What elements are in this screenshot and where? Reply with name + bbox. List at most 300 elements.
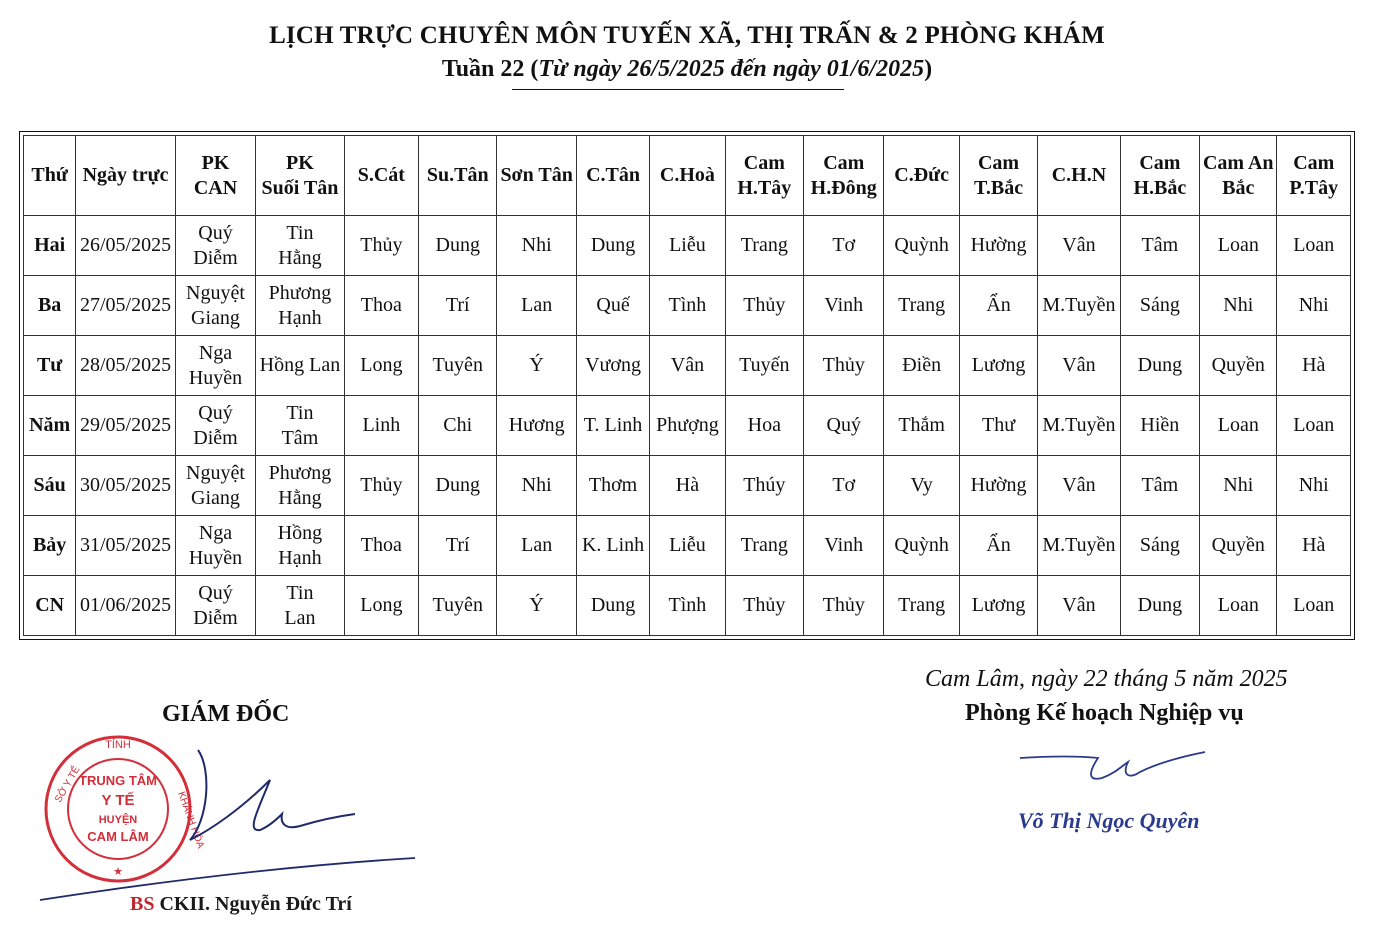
stamp-line-2: Y TẾ — [101, 792, 135, 809]
cell-line: Ngày trực — [82, 164, 169, 186]
cell-line: Tin — [286, 401, 314, 424]
stamp-line-4: CAM LÂM — [87, 829, 149, 844]
svg-text:KHÁNH HÒA: KHÁNH HÒA — [175, 790, 206, 850]
cell-line: 30/05/2025 — [79, 474, 172, 496]
cell-line: Nguyệt — [186, 461, 245, 484]
date-cell — [76, 336, 176, 396]
cell-line: Loan — [1217, 414, 1259, 436]
cell-line: Tuyên — [432, 354, 483, 376]
page-title: LỊCH TRỰC CHUYÊN MÔN TUYẾN XÃ, THỊ TRẤN & 2 PHÒNG KHÁM — [269, 22, 1105, 49]
table-row — [24, 336, 1351, 396]
cell-line: PK — [286, 151, 314, 174]
cell-line: Ý — [529, 354, 544, 376]
staff-cell — [419, 336, 497, 396]
staff-cell — [725, 336, 803, 396]
cell-line: Cam — [1293, 151, 1335, 174]
staff-cell — [175, 516, 255, 576]
cell-line: Thủy — [360, 474, 403, 496]
cell-line: Phượng — [656, 414, 719, 436]
column-header — [497, 136, 576, 216]
cell-line: Quỳnh — [894, 534, 949, 556]
table-row — [24, 516, 1351, 576]
cell-line: Hai — [34, 234, 66, 256]
staff-cell — [1120, 216, 1199, 276]
cell-line: Sáng — [1139, 294, 1180, 316]
cell-line: Liễu — [669, 534, 706, 556]
cell-line: Tư — [36, 354, 63, 376]
week-label: Tuần 22 — [441, 56, 525, 82]
staff-cell — [1277, 576, 1351, 636]
cell-line: CAN — [193, 176, 238, 199]
staff-cell — [884, 336, 959, 396]
staff-cell — [959, 276, 1037, 336]
staff-cell — [1277, 456, 1351, 516]
cell-line: Trí — [445, 534, 470, 556]
cell-line: Vân — [1062, 354, 1096, 376]
staff-cell — [256, 216, 344, 276]
staff-cell — [725, 456, 803, 516]
cell-line: Nhi — [1223, 474, 1254, 496]
staff-cell — [344, 336, 418, 396]
cell-line: Nhi — [1223, 294, 1254, 316]
day-cell — [24, 336, 76, 396]
column-header — [1038, 136, 1120, 216]
column-header — [884, 136, 959, 216]
staff-cell — [725, 576, 803, 636]
staff-cell — [1200, 336, 1277, 396]
cell-line: Diễm — [193, 426, 238, 449]
date-cell — [76, 576, 176, 636]
staff-cell — [650, 516, 725, 576]
staff-cell — [804, 396, 884, 456]
staff-cell — [344, 276, 418, 336]
cell-line: Phương — [268, 461, 332, 484]
table-body — [24, 216, 1351, 636]
staff-cell — [419, 216, 497, 276]
cell-line: Sáu — [33, 474, 66, 496]
cell-line: Hương — [508, 414, 565, 436]
cell-line: Vân — [1062, 234, 1096, 256]
cell-line: Thoa — [360, 294, 402, 316]
staff-cell — [419, 396, 497, 456]
cell-line: Tình — [668, 594, 707, 616]
signer-director-fullname: CKII. Nguyễn Đức Trí — [159, 893, 352, 915]
cell-line: Quyền — [1211, 354, 1265, 376]
stamp-line-1: TRUNG TÂM — [79, 773, 157, 788]
director-title: GIÁM ĐỐC — [162, 701, 290, 727]
cell-line: Tuyên — [432, 594, 483, 616]
staff-cell — [419, 276, 497, 336]
staff-cell — [804, 516, 884, 576]
cell-line: K. Linh — [581, 534, 645, 556]
cell-line: M.Tuyền — [1042, 534, 1116, 556]
cell-line: Thủy — [822, 354, 865, 376]
cell-line: CN — [35, 594, 65, 616]
signer-director-prefix: BS — [130, 893, 155, 915]
cell-line: Cam — [743, 151, 785, 174]
staff-cell — [497, 396, 576, 456]
staff-cell — [650, 216, 725, 276]
cell-line: Thơm — [588, 474, 638, 496]
cell-line: Lan — [284, 606, 316, 629]
cell-line: Thủy — [743, 594, 786, 616]
staff-cell — [1120, 396, 1199, 456]
cell-line: Lương — [971, 354, 1026, 376]
staff-cell — [419, 516, 497, 576]
cell-line: Giang — [191, 306, 240, 329]
staff-cell — [1038, 216, 1120, 276]
staff-cell — [1120, 576, 1199, 636]
staff-cell — [1200, 576, 1277, 636]
cell-line: Hà — [1302, 534, 1326, 556]
staff-cell — [959, 456, 1037, 516]
cell-line: Thư — [982, 414, 1016, 436]
staff-cell — [1200, 216, 1277, 276]
staff-cell — [419, 456, 497, 516]
cell-line: Quỳnh — [894, 234, 949, 256]
cell-line: Loan — [1293, 594, 1335, 616]
column-header — [1120, 136, 1199, 216]
staff-cell — [1200, 456, 1277, 516]
table-row — [24, 456, 1351, 516]
cell-line: Dung — [590, 234, 636, 256]
cell-line: Vinh — [824, 294, 864, 316]
cell-line: Sáng — [1139, 534, 1180, 556]
cell-line: Dung — [435, 234, 480, 256]
cell-line: Trang — [740, 234, 788, 256]
staff-cell — [1120, 276, 1199, 336]
staff-cell — [256, 456, 344, 516]
cell-line: Cam — [1139, 151, 1181, 174]
staff-cell — [1277, 336, 1351, 396]
cell-line: Loan — [1293, 414, 1335, 436]
cell-line: Linh — [362, 414, 401, 436]
cell-line: H.Tây — [737, 176, 792, 199]
staff-cell — [1038, 396, 1120, 456]
cell-line: Thủy — [743, 294, 786, 316]
staff-cell — [497, 516, 576, 576]
cell-line: Tình — [668, 294, 707, 316]
staff-cell — [344, 216, 418, 276]
staff-cell — [497, 576, 576, 636]
staff-cell — [576, 336, 649, 396]
cell-line: Cam An — [1202, 151, 1274, 174]
staff-cell — [804, 336, 884, 396]
date-cell — [76, 276, 176, 336]
cell-line: Quý — [198, 581, 233, 604]
staff-cell — [175, 276, 255, 336]
cell-line: Ba — [37, 294, 62, 316]
staff-cell — [1038, 336, 1120, 396]
cell-line: Ẩn — [986, 534, 1011, 556]
cell-line: Quế — [596, 294, 630, 316]
cell-line: Su.Tân — [426, 164, 489, 186]
subtitle-underline — [512, 89, 844, 90]
staff-cell — [497, 456, 576, 516]
cell-line: Chi — [443, 414, 473, 436]
cell-line: Dung — [590, 594, 636, 616]
close-paren: ) — [924, 56, 933, 82]
cell-line: M.Tuyền — [1042, 294, 1116, 316]
cell-line: Quý — [198, 221, 233, 244]
staff-cell — [1038, 456, 1120, 516]
staff-cell — [884, 516, 959, 576]
column-header — [419, 136, 497, 216]
staff-cell — [959, 516, 1037, 576]
cell-line: Huyền — [188, 546, 243, 569]
day-cell — [24, 216, 76, 276]
staff-cell — [1200, 396, 1277, 456]
staff-cell — [1120, 456, 1199, 516]
stamp-line-3: HUYỆN — [98, 814, 138, 826]
cell-line: Trang — [898, 294, 946, 316]
staff-cell — [1277, 396, 1351, 456]
staff-cell — [576, 456, 649, 516]
cell-line: Thủy — [360, 234, 403, 256]
cell-line: Thoa — [360, 534, 402, 556]
staff-cell — [1120, 336, 1199, 396]
cell-line: Long — [360, 354, 403, 376]
staff-cell — [884, 216, 959, 276]
staff-cell — [497, 276, 576, 336]
staff-cell — [175, 576, 255, 636]
staff-cell — [1120, 516, 1199, 576]
cell-line: P.Tây — [1289, 176, 1339, 199]
cell-line: Thủy — [822, 594, 865, 616]
cell-line: Dung — [1137, 354, 1183, 376]
cell-line: Tâm — [1141, 234, 1179, 256]
department-signature — [1010, 740, 1210, 800]
staff-cell — [576, 396, 649, 456]
cell-line: Cam — [977, 151, 1020, 174]
staff-cell — [497, 336, 576, 396]
cell-line: Giang — [191, 486, 240, 509]
staff-cell — [1038, 576, 1120, 636]
cell-line: Tin — [286, 581, 314, 604]
cell-line: Trang — [740, 534, 788, 556]
day-cell — [24, 396, 76, 456]
svg-text:TỈNH: TỈNH — [105, 739, 131, 751]
cell-line: Lan — [521, 534, 553, 556]
cell-line: 31/05/2025 — [79, 534, 172, 556]
staff-cell — [959, 216, 1037, 276]
staff-cell — [959, 396, 1037, 456]
date-range: Từ ngày 26/5/2025 đến ngày 01/6/2025 — [538, 56, 925, 82]
cell-line: Tâm — [281, 426, 319, 449]
cell-line: Lan — [521, 294, 553, 316]
staff-cell — [576, 516, 649, 576]
cell-line: H.Đông — [810, 176, 877, 199]
staff-cell — [884, 396, 959, 456]
staff-cell — [256, 576, 344, 636]
staff-cell — [344, 576, 418, 636]
staff-cell — [650, 576, 725, 636]
svg-text:SỞ Y TẾ: SỞ Y TẾ — [53, 764, 83, 805]
staff-cell — [175, 396, 255, 456]
cell-line: Hà — [675, 474, 700, 496]
staff-cell — [650, 456, 725, 516]
column-header — [24, 136, 76, 216]
date-cell — [76, 396, 176, 456]
staff-cell — [650, 276, 725, 336]
cell-line: Hường — [970, 474, 1027, 496]
table-row — [24, 276, 1351, 336]
cell-line: Hạnh — [278, 306, 322, 329]
day-cell — [24, 576, 76, 636]
cell-line: Loan — [1217, 594, 1259, 616]
staff-cell — [884, 456, 959, 516]
staff-cell — [725, 396, 803, 456]
signer-department-name: Võ Thị Ngọc Quyên — [1018, 808, 1200, 833]
date-cell — [76, 516, 176, 576]
cell-line: Long — [360, 594, 403, 616]
day-cell — [24, 456, 76, 516]
cell-line: 26/05/2025 — [79, 234, 172, 256]
cell-line: Hạnh — [278, 546, 322, 569]
cell-line: PK — [201, 151, 230, 174]
column-header — [959, 136, 1037, 216]
staff-cell — [1038, 516, 1120, 576]
cell-line: Dung — [1137, 594, 1183, 616]
cell-line: Nhi — [521, 234, 552, 256]
cell-line: Bảy — [32, 534, 67, 556]
staff-cell — [497, 216, 576, 276]
cell-line: M.Tuyền — [1042, 414, 1116, 436]
cell-line: Điền — [902, 354, 942, 376]
cell-line: Hà — [1302, 354, 1326, 376]
cell-line: Hằng — [278, 486, 322, 509]
staff-cell — [650, 336, 725, 396]
cell-line: Hiền — [1140, 414, 1180, 436]
staff-cell — [256, 396, 344, 456]
date-cell — [76, 216, 176, 276]
cell-line: C.Tân — [586, 164, 640, 186]
column-header — [1200, 136, 1277, 216]
staff-cell — [650, 396, 725, 456]
cell-line: Nhi — [1298, 474, 1329, 496]
staff-cell — [344, 396, 418, 456]
cell-line: Bắc — [1222, 176, 1255, 199]
cell-line: Nhi — [521, 474, 552, 496]
cell-line: C.H.N — [1051, 164, 1107, 186]
schedule-table — [23, 135, 1351, 636]
staff-cell — [256, 336, 344, 396]
day-cell — [24, 516, 76, 576]
cell-line: Vương — [585, 354, 641, 376]
staff-cell — [175, 216, 255, 276]
cell-line: Vy — [910, 474, 933, 496]
staff-cell — [804, 276, 884, 336]
cell-line: Trí — [445, 294, 470, 316]
cell-line: Lương — [971, 594, 1026, 616]
staff-cell — [804, 456, 884, 516]
cell-line: 29/05/2025 — [79, 414, 172, 436]
cell-line: Loan — [1217, 234, 1259, 256]
cell-line: S.Cát — [357, 164, 405, 186]
cell-line: T. Linh — [583, 414, 643, 436]
cell-line: Quyền — [1211, 534, 1265, 556]
cell-line: Loan — [1293, 234, 1335, 256]
staff-cell — [256, 516, 344, 576]
staff-cell — [576, 216, 649, 276]
staff-cell — [1277, 276, 1351, 336]
staff-cell — [1038, 276, 1120, 336]
cell-line: Phương — [268, 281, 332, 304]
cell-line: Hồng — [277, 521, 323, 544]
cell-line: T.Bắc — [974, 176, 1024, 199]
staff-cell — [419, 576, 497, 636]
cell-line: Thứ — [31, 164, 68, 186]
cell-line: Hoa — [747, 414, 781, 436]
cell-line: Vân — [670, 354, 705, 376]
staff-cell — [804, 216, 884, 276]
cell-line: Hường — [970, 234, 1027, 256]
table-row — [24, 396, 1351, 456]
cell-line: Tuyến — [739, 354, 790, 376]
cell-line: Nhi — [1298, 294, 1329, 316]
column-header — [576, 136, 649, 216]
cell-line: Tâm — [1141, 474, 1179, 496]
cell-line: Huyền — [188, 366, 243, 389]
column-header — [256, 136, 344, 216]
staff-cell — [175, 336, 255, 396]
staff-cell — [959, 576, 1037, 636]
schedule-table-frame — [19, 131, 1355, 640]
cell-line: Trang — [898, 594, 946, 616]
cell-line: Tin — [286, 221, 314, 244]
staff-cell — [344, 456, 418, 516]
staff-cell — [959, 336, 1037, 396]
staff-cell — [175, 456, 255, 516]
page-subtitle — [0, 56, 1374, 83]
cell-line: Thúy — [743, 474, 786, 496]
cell-line: Hồng Lan — [259, 354, 341, 376]
cell-line: Sơn Tân — [500, 164, 573, 186]
staff-cell — [576, 576, 649, 636]
cell-line: C.Đức — [894, 164, 950, 186]
svg-text:★: ★ — [113, 866, 123, 878]
cell-line: Dung — [435, 474, 480, 496]
column-header — [1277, 136, 1351, 216]
staff-cell — [725, 216, 803, 276]
staff-cell — [344, 516, 418, 576]
column-header — [76, 136, 176, 216]
cell-line: Thắm — [898, 414, 945, 436]
staff-cell — [1277, 216, 1351, 276]
cell-line: Ẩn — [986, 294, 1011, 316]
department-name: Phòng Kế hoạch Nghiệp vụ — [965, 700, 1244, 726]
cell-line: Hằng — [278, 246, 322, 269]
column-header — [804, 136, 884, 216]
staff-cell — [576, 276, 649, 336]
open-paren: ( — [530, 56, 539, 82]
cell-line: Vinh — [824, 534, 864, 556]
cell-line: Quý — [198, 401, 233, 424]
date-cell — [76, 456, 176, 516]
staff-cell — [804, 576, 884, 636]
column-header — [650, 136, 725, 216]
cell-line: H.Bắc — [1133, 176, 1187, 199]
cell-line: 28/05/2025 — [79, 354, 172, 376]
table-row — [24, 576, 1351, 636]
cell-line: Ý — [529, 594, 544, 616]
column-header — [725, 136, 803, 216]
column-header — [344, 136, 418, 216]
column-header — [175, 136, 255, 216]
cell-line: Suối Tân — [261, 176, 339, 199]
cell-line: C.Hoà — [659, 164, 715, 186]
table-row — [24, 216, 1351, 276]
